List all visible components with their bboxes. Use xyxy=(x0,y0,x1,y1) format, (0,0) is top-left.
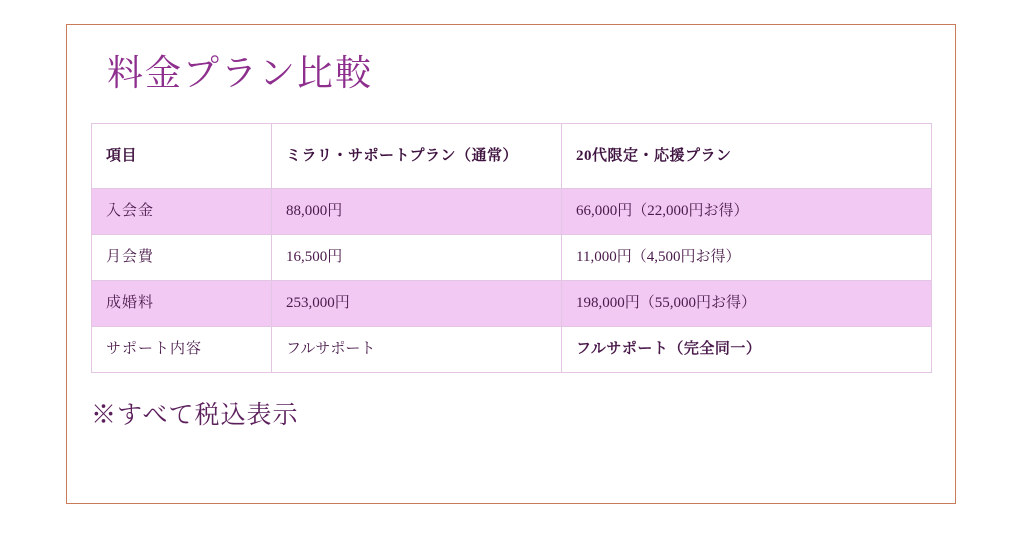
tax-note: ※すべて税込表示 xyxy=(91,402,299,429)
pricing-comparison-table xyxy=(91,123,931,373)
table-row xyxy=(92,189,932,235)
table-header-row xyxy=(92,124,932,189)
row-standard-value: 88,000円 xyxy=(272,189,562,235)
column-header-standard-plan: ミラリ・サポートプラン（通常） xyxy=(272,124,562,189)
row-label: 成婚料 xyxy=(92,281,272,327)
row-young-value: 11,000円（4,500円お得） xyxy=(562,235,932,281)
slide-frame xyxy=(66,24,956,504)
row-label: サポート内容 xyxy=(92,327,272,373)
row-standard-value: 16,500円 xyxy=(272,235,562,281)
table-row xyxy=(92,281,932,327)
table-row xyxy=(92,327,932,373)
column-header-young-plan: 20代限定・応援プラン xyxy=(562,124,932,189)
row-label: 入会金 xyxy=(92,189,272,235)
row-label: 月会費 xyxy=(92,235,272,281)
column-header-item: 項目 xyxy=(92,124,272,189)
page-title: 料金プラン比較 xyxy=(107,53,374,93)
row-young-value: 198,000円（55,000円お得） xyxy=(562,281,932,327)
table-row xyxy=(92,235,932,281)
row-young-value: フルサポート（完全同一） xyxy=(562,327,932,373)
row-standard-value: 253,000円 xyxy=(272,281,562,327)
row-young-value: 66,000円（22,000円お得） xyxy=(562,189,932,235)
row-standard-value: フルサポート xyxy=(272,327,562,373)
